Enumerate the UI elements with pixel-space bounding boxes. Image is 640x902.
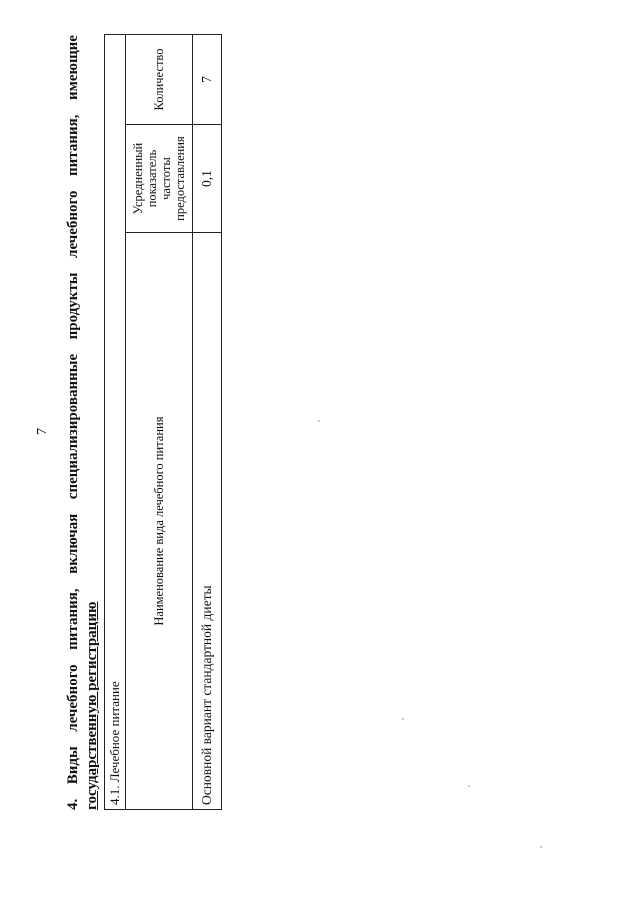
heading-word: лечебного	[65, 190, 81, 258]
cell-name: Основной вариант стандартной диеты	[193, 233, 222, 810]
heading-word: включая	[65, 513, 81, 574]
heading-line-2	[83, 35, 102, 810]
section-heading	[64, 35, 102, 810]
column-header-quantity: Количество	[126, 35, 193, 125]
rotated-page-content	[35, 35, 260, 810]
heading-number: 4.	[65, 798, 81, 810]
scan-speck	[402, 718, 404, 720]
heading-word: имеющие	[65, 35, 81, 101]
table-section-row	[105, 35, 126, 810]
column-header-avg-frequency: Усредненный показатель частоты предоставления	[126, 124, 193, 232]
heading-line-2-text: государственную регистрацию	[84, 601, 100, 810]
diet-table	[104, 34, 222, 810]
heading-word: специализированные	[65, 353, 81, 500]
cell-avg-frequency: 0,1	[193, 124, 222, 232]
column-header-name: Наименование вида лечебного питания	[126, 233, 193, 810]
section-title: 4.1. Лечебное питание	[105, 35, 126, 810]
page-number: 7	[35, 428, 50, 435]
scan-speck	[318, 420, 320, 422]
heading-word: лечебного	[65, 664, 81, 732]
heading-word: продукты	[65, 272, 81, 340]
scan-speck	[468, 785, 470, 787]
heading-word: Виды	[65, 746, 81, 785]
table-header-row	[126, 35, 193, 810]
heading-line-1	[64, 35, 83, 810]
heading-word: питания,	[65, 114, 81, 177]
scan-speck	[540, 846, 542, 848]
table-row	[193, 35, 222, 810]
cell-quantity: 7	[193, 35, 222, 125]
heading-word: питания,	[65, 588, 81, 650]
